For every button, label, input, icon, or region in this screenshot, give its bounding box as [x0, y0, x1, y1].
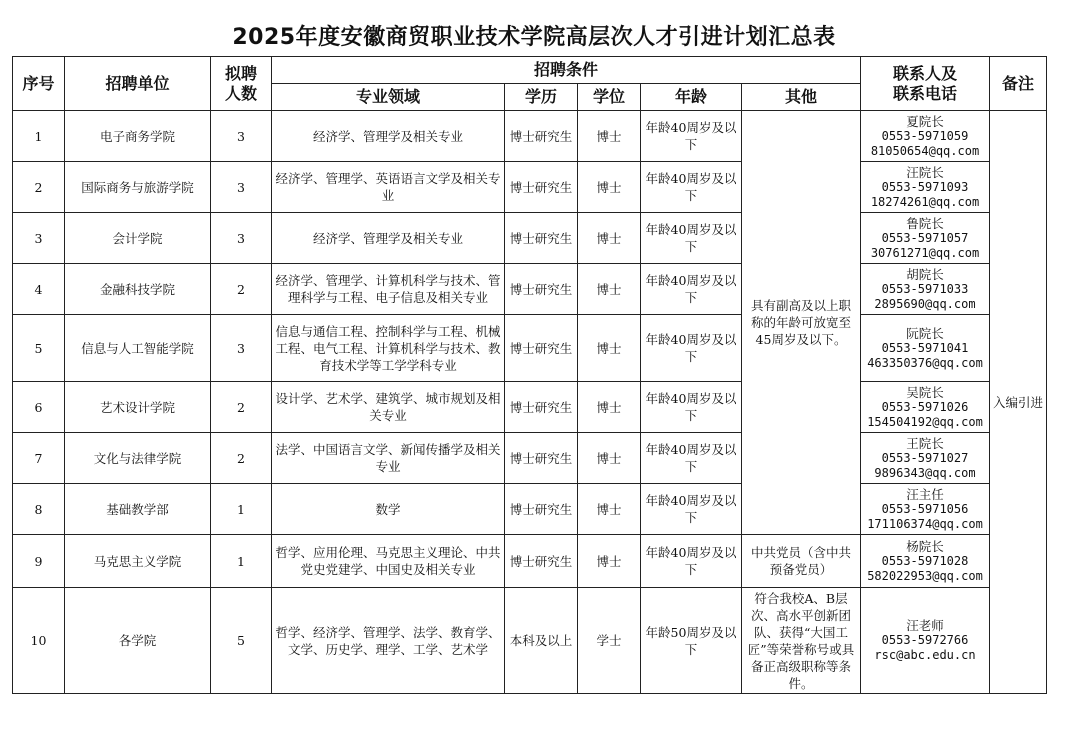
- cell-contact: [861, 315, 990, 382]
- header-education: 学历: [505, 84, 578, 111]
- contact-name: 汪主任: [906, 486, 944, 502]
- cell-age: 年龄40周岁及以下: [641, 315, 742, 382]
- cell-education: 博士研究生: [505, 535, 578, 588]
- cell-count: 2: [211, 382, 272, 433]
- cell-degree: 博士: [578, 111, 641, 162]
- header-conditions: 招聘条件: [272, 57, 861, 84]
- cell-count: 2: [211, 433, 272, 484]
- header-count-line2: 人数: [224, 83, 257, 103]
- cell-age: 年龄40周岁及以下: [641, 382, 742, 433]
- cell-unit: 各学院: [65, 588, 211, 694]
- cell-unit: 电子商务学院: [65, 111, 211, 162]
- header-other: 其他: [742, 84, 861, 111]
- table-row: [13, 382, 1047, 433]
- cell-age: 年龄40周岁及以下: [641, 111, 742, 162]
- cell-field: 数学: [272, 484, 505, 535]
- cell-degree: 博士: [578, 315, 641, 382]
- cell-degree: 博士: [578, 535, 641, 588]
- contact-email: 9896343@qq.com: [874, 465, 976, 480]
- contact-name: 杨院长: [906, 538, 944, 554]
- contact-phone: 0553-5971057: [881, 230, 969, 245]
- cell-age: 年龄40周岁及以下: [641, 484, 742, 535]
- cell-count: 3: [211, 213, 272, 264]
- cell-index: 7: [13, 433, 65, 484]
- contact-email: 171106374@qq.com: [867, 516, 983, 531]
- contact-phone: 0553-5971041: [881, 340, 969, 355]
- contact-email: 30761271@qq.com: [870, 245, 980, 260]
- cell-education: 本科及以上: [505, 588, 578, 694]
- cell-age: 年龄40周岁及以下: [641, 162, 742, 213]
- contact-name: 汪老师: [906, 618, 944, 633]
- contact-name: 夏院长: [906, 113, 944, 129]
- cell-index: 3: [13, 213, 65, 264]
- contact-phone: 0553-5971059: [881, 128, 969, 143]
- table-row: [13, 162, 1047, 213]
- contact-phone: 0553-5971056: [881, 501, 969, 516]
- cell-field: 经济学、管理学、计算机科学与技术、管理科学与工程、电子信息及相关专业: [272, 264, 505, 315]
- cell-other-shared: 具有副高及以上职称的年龄可放宽至45周岁及以下。: [742, 111, 861, 535]
- cell-remark-shared: 入编引进: [990, 111, 1047, 694]
- cell-field: 哲学、应用伦理、马克思主义理论、中共党史党建学、中国史及相关专业: [272, 535, 505, 588]
- header-age: 年龄: [641, 84, 742, 111]
- cell-age: 年龄40周岁及以下: [641, 264, 742, 315]
- header-count: [211, 57, 272, 111]
- cell-education: 博士研究生: [505, 315, 578, 382]
- cell-contact: [861, 433, 990, 484]
- contact-name: 王院长: [906, 435, 944, 451]
- cell-field: 经济学、管理学及相关专业: [272, 111, 505, 162]
- cell-education: 博士研究生: [505, 213, 578, 264]
- cell-field: 设计学、艺术学、建筑学、城市规划及相关专业: [272, 382, 505, 433]
- contact-name: 阮院长: [906, 325, 944, 341]
- cell-degree: 博士: [578, 213, 641, 264]
- cell-unit: 会计学院: [65, 213, 211, 264]
- cell-education: 博士研究生: [505, 433, 578, 484]
- contact-name: 胡院长: [906, 266, 944, 282]
- table-row: [13, 433, 1047, 484]
- cell-contact: [861, 264, 990, 315]
- cell-index: 4: [13, 264, 65, 315]
- table-row: [13, 264, 1047, 315]
- cell-contact: [861, 382, 990, 433]
- table-row: [13, 588, 1047, 694]
- cell-index: 9: [13, 535, 65, 588]
- contact-phone: 0553-5971026: [881, 399, 969, 414]
- cell-index: 6: [13, 382, 65, 433]
- cell-contact: [861, 588, 990, 694]
- cell-degree: 博士: [578, 382, 641, 433]
- table-row: [13, 535, 1047, 588]
- cell-count: 2: [211, 264, 272, 315]
- cell-field: 法学、中国语言文学、新闻传播学及相关专业: [272, 433, 505, 484]
- cell-contact: [861, 484, 990, 535]
- cell-age: 年龄40周岁及以下: [641, 433, 742, 484]
- cell-education: 博士研究生: [505, 484, 578, 535]
- header-index: 序号: [13, 57, 65, 111]
- table-row: [13, 315, 1047, 382]
- cell-contact: [861, 535, 990, 588]
- contact-email: 81050654@qq.com: [870, 143, 980, 158]
- cell-unit: 金融科技学院: [65, 264, 211, 315]
- cell-unit: 艺术设计学院: [65, 382, 211, 433]
- contact-name: 汪院长: [906, 164, 944, 180]
- cell-count: 5: [211, 588, 272, 694]
- contact-email: rsc@abc.edu.cn: [874, 648, 976, 662]
- cell-unit: 马克思主义学院: [65, 535, 211, 588]
- cell-contact: [861, 213, 990, 264]
- cell-degree: 博士: [578, 433, 641, 484]
- cell-degree: 博士: [578, 484, 641, 535]
- cell-index: 5: [13, 315, 65, 382]
- cell-field: 哲学、经济学、管理学、法学、教育学、文学、历史学、理学、工学、艺术学: [272, 588, 505, 694]
- cell-unit: 基础教学部: [65, 484, 211, 535]
- contact-email: 582022953@qq.com: [867, 568, 983, 583]
- contact-name: 鲁院长: [906, 215, 944, 231]
- cell-unit: 文化与法律学院: [65, 433, 211, 484]
- header-field: 专业领域: [272, 84, 505, 111]
- cell-education: 博士研究生: [505, 162, 578, 213]
- cell-unit: 国际商务与旅游学院: [65, 162, 211, 213]
- header-contact: [861, 57, 990, 111]
- cell-contact: [861, 111, 990, 162]
- header-contact-line1: 联系人及: [892, 63, 957, 83]
- cell-age: 年龄50周岁及以下: [641, 588, 742, 694]
- cell-degree: 博士: [578, 264, 641, 315]
- cell-index: 2: [13, 162, 65, 213]
- table-row: [13, 111, 1047, 162]
- cell-education: 博士研究生: [505, 111, 578, 162]
- header-unit: 招聘单位: [65, 57, 211, 111]
- cell-field: 经济学、管理学、英语语言文学及相关专业: [272, 162, 505, 213]
- cell-count: 3: [211, 111, 272, 162]
- contact-name: 吴院长: [906, 384, 944, 400]
- cell-education: 博士研究生: [505, 264, 578, 315]
- page-title: 2025年度安徽商贸职业技术学院高层次人才引进计划汇总表: [232, 25, 836, 50]
- contact-phone: 0553-5971028: [881, 553, 969, 568]
- contact-email: 2895690@qq.com: [874, 296, 976, 311]
- header-contact-line2: 联系电话: [892, 83, 957, 103]
- contact-email: 154504192@qq.com: [867, 414, 983, 429]
- cell-age: 年龄40周岁及以下: [641, 535, 742, 588]
- recruitment-table: [12, 56, 1047, 694]
- cell-field: 经济学、管理学及相关专业: [272, 213, 505, 264]
- cell-education: 博士研究生: [505, 382, 578, 433]
- header-degree: 学位: [578, 84, 641, 111]
- cell-count: 3: [211, 315, 272, 382]
- contact-phone: 0553-5971033: [881, 281, 969, 296]
- cell-count: 1: [211, 484, 272, 535]
- contact-phone: 0553-5971027: [881, 450, 969, 465]
- table-row: [13, 484, 1047, 535]
- cell-count: 3: [211, 162, 272, 213]
- header-count-line1: 拟聘: [224, 63, 257, 83]
- cell-index: 1: [13, 111, 65, 162]
- cell-count: 1: [211, 535, 272, 588]
- cell-index: 10: [13, 588, 65, 694]
- cell-field: 信息与通信工程、控制科学与工程、机械工程、电气工程、计算机科学与技术、教育技术学等工学学科专业: [272, 315, 505, 382]
- contact-email: 18274261@qq.com: [870, 194, 980, 209]
- header-remark: 备注: [990, 57, 1047, 111]
- cell-other: 符合我校A、B层次、高水平创新团队、获得“大国工匠”等荣誉称号或具备正高级职称等条件。: [742, 588, 861, 694]
- cell-index: 8: [13, 484, 65, 535]
- contact-email: 463350376@qq.com: [867, 355, 983, 370]
- contact-phone: 0553-5972766: [881, 633, 969, 647]
- cell-unit: 信息与人工智能学院: [65, 315, 211, 382]
- cell-age: 年龄40周岁及以下: [641, 213, 742, 264]
- cell-degree: 博士: [578, 162, 641, 213]
- table-row: [13, 213, 1047, 264]
- cell-degree: 学士: [578, 588, 641, 694]
- contact-phone: 0553-5971093: [881, 179, 969, 194]
- cell-contact: [861, 162, 990, 213]
- cell-other: 中共党员（含中共预备党员）: [742, 535, 861, 588]
